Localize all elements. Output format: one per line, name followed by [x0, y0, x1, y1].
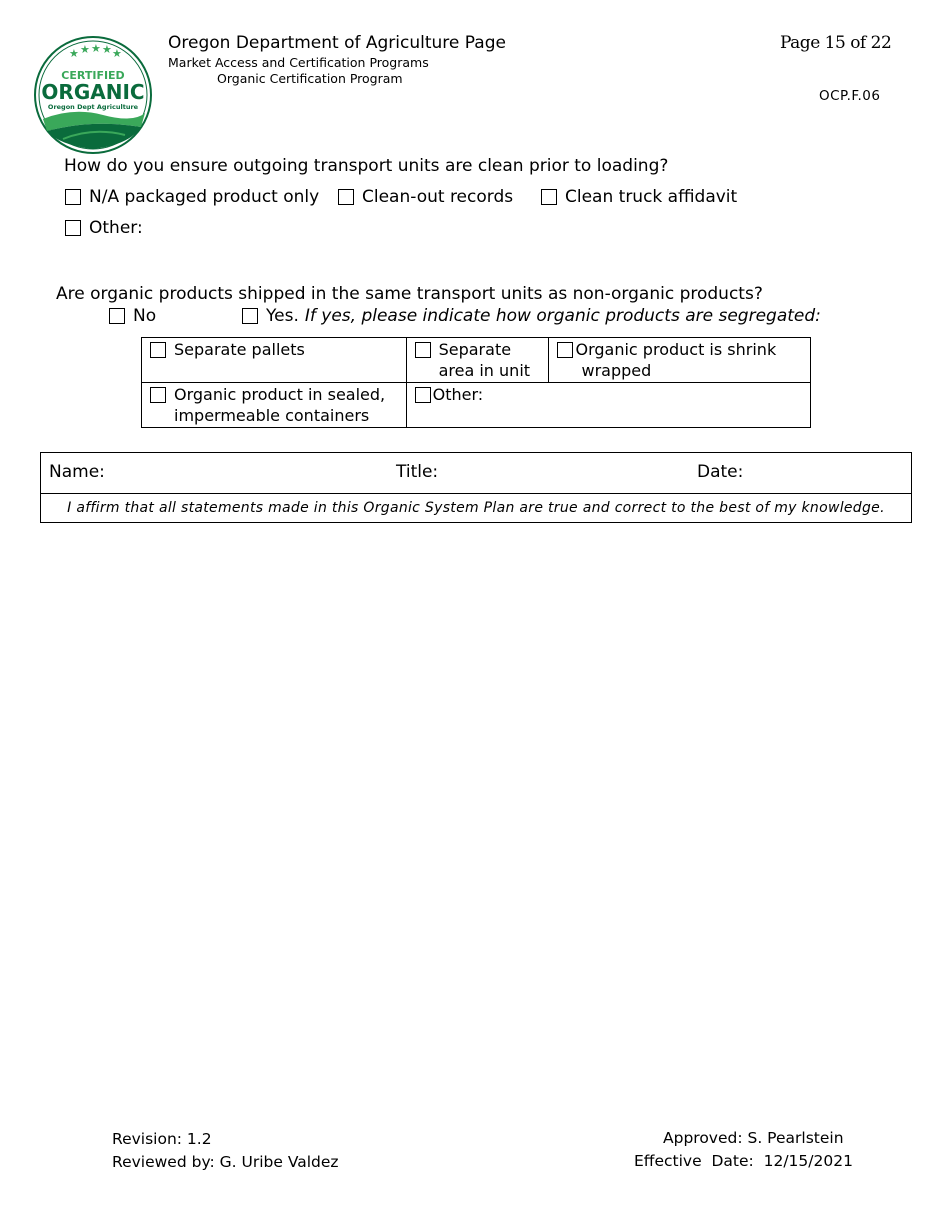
- approved-by: Approved: S. Pearlstein: [663, 1129, 844, 1147]
- svg-text:★: ★: [80, 43, 90, 56]
- option-label: Separate pallets: [174, 340, 305, 359]
- option-label: N/A packaged product only: [89, 187, 320, 207]
- checkbox[interactable]: [415, 387, 431, 403]
- program-name: Market Access and Certification Programs: [168, 55, 429, 70]
- question-transport-clean: How do you ensure outgoing transport units are clean prior to loading?: [64, 156, 669, 176]
- checkbox[interactable]: [65, 189, 81, 205]
- option-na-packaged[interactable]: [65, 187, 319, 207]
- cell-shrink-wrapped: [549, 338, 811, 383]
- checkbox[interactable]: [541, 189, 557, 205]
- org-title: Oregon Department of Agriculture Page: [168, 33, 506, 53]
- option-label: Clean truck affidavit: [565, 187, 738, 207]
- cell-separate-pallets: [142, 338, 407, 383]
- cell-separate-area: [406, 338, 549, 383]
- revision: Revision: 1.2: [112, 1130, 212, 1148]
- segregation-table: [141, 337, 811, 428]
- option-no[interactable]: [109, 306, 156, 326]
- option-clean-truck-affidavit[interactable]: [541, 187, 737, 207]
- title-label: Title:: [396, 462, 439, 482]
- checkbox[interactable]: [415, 342, 431, 358]
- form-id: OCP.F.06: [819, 88, 881, 104]
- checkbox[interactable]: [150, 342, 166, 358]
- signature-table: [40, 452, 912, 523]
- checkbox[interactable]: [109, 308, 125, 324]
- affirmation-statement: I affirm that all statements made in this Organic System Plan are true and correct to the best of my knowledge.: [41, 494, 912, 523]
- svg-text:Oregon Dept Agriculture: Oregon Dept Agriculture: [47, 103, 139, 111]
- reviewed-by: Reviewed by: G. Uribe Valdez: [112, 1153, 339, 1171]
- checkbox[interactable]: [150, 387, 166, 403]
- page-number: Page 15 of 22: [780, 33, 892, 53]
- svg-text:★: ★: [69, 47, 79, 60]
- option-label: Organic product is shrink wrapped: [575, 340, 777, 380]
- option-other[interactable]: [65, 218, 143, 238]
- checkbox[interactable]: [557, 342, 573, 358]
- option-label: Clean-out records: [362, 187, 514, 207]
- cell-sealed-containers: [142, 383, 407, 428]
- certified-organic-logo: [33, 35, 153, 155]
- svg-text:★: ★: [91, 42, 101, 55]
- option-label: Separate area in unit: [438, 340, 531, 380]
- name-label: Name:: [49, 462, 105, 482]
- option-label: No: [133, 306, 157, 326]
- cell-other: [406, 383, 810, 428]
- checkbox[interactable]: [338, 189, 354, 205]
- option-yes[interactable]: [242, 306, 821, 326]
- svg-text:★: ★: [102, 43, 112, 56]
- effective-date: Effective Date: 12/15/2021: [634, 1152, 853, 1170]
- question-shared-transport: Are organic products shipped in the same transport units as non-organic products?: [56, 284, 763, 304]
- option-label: Other:: [89, 218, 143, 238]
- option-label: Other:: [432, 385, 484, 404]
- yes-instruction: If yes, please indicate how organic products are segregated:: [304, 306, 821, 326]
- date-label: Date:: [697, 462, 744, 482]
- option-label: Yes.: [266, 306, 299, 326]
- option-label: Organic product in sealed, impermeable containers: [174, 385, 386, 425]
- sub-program-name: Organic Certification Program: [217, 71, 403, 86]
- checkbox[interactable]: [65, 220, 81, 236]
- option-cleanout-records[interactable]: [338, 187, 513, 207]
- svg-text:★: ★: [112, 47, 122, 60]
- svg-text:ORGANIC: ORGANIC: [41, 80, 145, 104]
- checkbox[interactable]: [242, 308, 258, 324]
- svg-text:CERTIFIED: CERTIFIED: [61, 69, 125, 82]
